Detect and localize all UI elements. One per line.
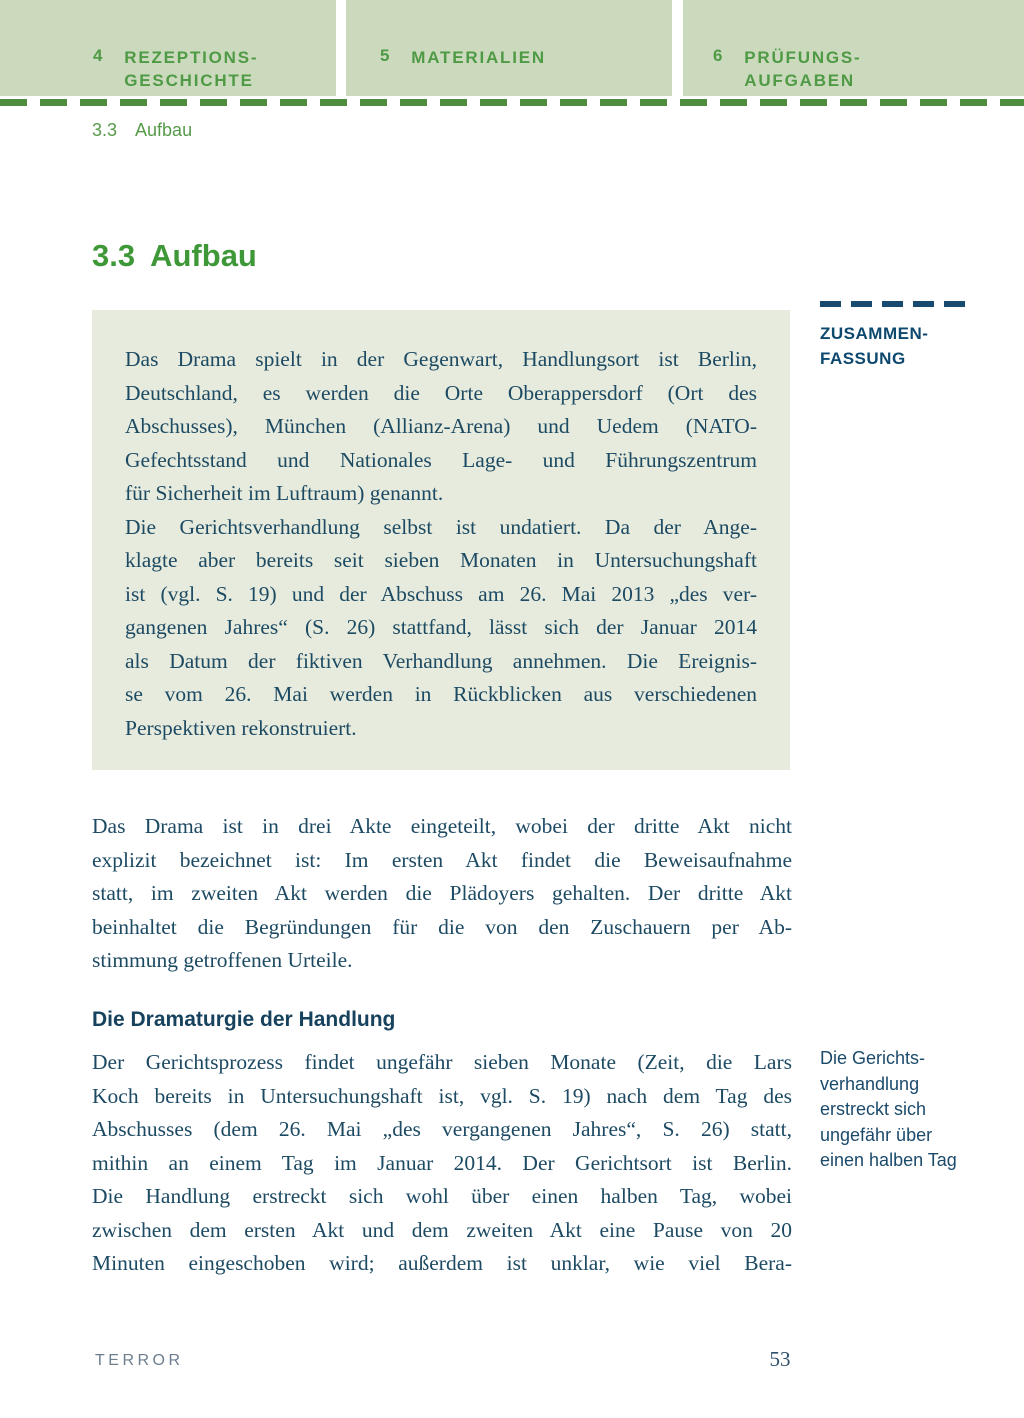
text-line: einen halben Tag xyxy=(820,1150,957,1170)
chapter-tab-label xyxy=(744,46,861,92)
margin-summary-label-line1: ZUSAMMEN- xyxy=(820,324,929,343)
text-line: klagte aber bereits seit sieben Monaten in Untersuchungshaft xyxy=(125,548,757,572)
chapter-tab-label-line1: MATERIALIEN xyxy=(411,48,546,67)
margin-dashed-rule xyxy=(820,301,968,307)
text-line: statt, im zweiten Akt werden die Plädoyers gehalten. Der dritte Akt xyxy=(92,881,792,905)
text-line: Abschusses (dem 26. Mai „des vergangenen Jahres“, S. 26) statt, xyxy=(92,1117,792,1141)
text-line: erstreckt sich xyxy=(820,1099,927,1119)
text-line: stimmung getroffenen Urteile. xyxy=(92,948,353,972)
text-line: Minuten eingeschoben wird; außerdem ist unklar, wie viel Bera- xyxy=(92,1251,792,1275)
footer-book-title: TERROR xyxy=(95,1352,184,1369)
text-line: se vom 26. Mai werden in Rückblicken aus verschiedenen xyxy=(125,682,757,706)
margin-summary-label xyxy=(820,321,980,371)
section-title-number: 3.3 xyxy=(92,238,136,273)
summary-paragraph-1 xyxy=(125,343,757,511)
summary-box xyxy=(92,310,790,770)
breadcrumb-label: Aufbau xyxy=(135,120,193,140)
text-line: explizit bezeichnet ist: Im ersten Akt findet die Beweisaufnahme xyxy=(92,847,792,872)
text-line: ist (vgl. S. 19) und der Abschuss am 26. Mai 2013 „des ver- xyxy=(125,581,757,606)
chapter-tab-label-line1: REZEPTIONS- xyxy=(124,48,259,67)
text-line: Die Gerichtsverhandlung selbst ist undatiert. Da der Ange- xyxy=(125,514,757,539)
text-line: Die Handlung erstreckt sich wohl über einen halben Tag, wobei xyxy=(92,1184,792,1208)
text-line: Abschusses), München (Allianz-Arena) und Uedem (NATO- xyxy=(125,414,757,438)
chapter-tab-label-line1: PRÜFUNGS- xyxy=(744,48,862,67)
margin-note xyxy=(820,1046,985,1174)
chapter-tab-number: 5 xyxy=(380,46,392,65)
summary-paragraph-2 xyxy=(125,511,757,746)
chapter-tab-pruefungsaufgaben xyxy=(683,0,1024,96)
header-dashed-rule xyxy=(0,99,1024,106)
text-line: mithin an einem Tag im Januar 2014. Der Gerichtsort ist Berlin. xyxy=(92,1150,792,1175)
text-line: Perspektiven rekonstruiert. xyxy=(125,715,357,740)
text-line: ungefähr über xyxy=(820,1124,933,1145)
margin-summary-label-line2: FASSUNG xyxy=(820,349,906,368)
text-line: beinhaltet die Begründungen für die von den Zuschauern per Ab- xyxy=(92,914,792,939)
breadcrumb xyxy=(92,120,192,141)
body-paragraph-2 xyxy=(92,1046,792,1281)
text-line: Der Gerichtsprozess findet ungefähr sieben Monate (Zeit, die Lars xyxy=(92,1050,792,1074)
text-line: gangenen Jahres“ (S. 26) stattfand, lässt sich der Januar 2014 xyxy=(125,615,757,639)
text-line: zwischen dem ersten Akt und dem zweiten Akt eine Pause von 20 xyxy=(92,1217,792,1242)
footer-page-number: 53 xyxy=(769,1347,791,1371)
chapter-tab-label xyxy=(411,46,546,69)
chapter-tab-label-line2: AUFGABEN xyxy=(744,71,855,90)
chapter-tab-rezeptionsgeschichte xyxy=(0,0,336,96)
text-line: Die Gerichts- xyxy=(820,1048,926,1068)
body-paragraph-1 xyxy=(92,810,792,978)
text-line: Gefechtsstand und Nationales Lage- und Führungszentrum xyxy=(125,447,757,472)
chapter-tab-number: 4 xyxy=(93,46,105,65)
section-title xyxy=(92,238,257,274)
section-title-label: Aufbau xyxy=(150,238,257,273)
chapter-tab-label xyxy=(124,46,258,92)
text-line: für Sicherheit im Luftraum) genannt. xyxy=(125,481,444,505)
chapter-tab-number: 6 xyxy=(713,46,725,65)
breadcrumb-number: 3.3 xyxy=(92,120,118,140)
text-line: Das Drama spielt in der Gegenwart, Handlungsort ist Berlin, xyxy=(125,347,757,371)
text-line: Deutschland, es werden die Orte Oberappersdorf (Ort des xyxy=(125,380,757,405)
chapter-tab-label-line2: GESCHICHTE xyxy=(124,71,254,90)
text-line: verhandlung xyxy=(820,1073,920,1094)
body-subheading: Die Dramaturgie der Handlung xyxy=(92,1008,396,1031)
chapter-tab-materialien xyxy=(346,0,672,96)
text-line: als Datum der fiktiven Verhandlung annehmen. Die Ereignis- xyxy=(125,648,757,673)
text-line: Das Drama ist in drei Akte eingeteilt, wobei der dritte Akt nicht xyxy=(92,814,792,838)
margin-summary-block xyxy=(820,301,980,371)
text-line: Koch bereits in Untersuchungshaft ist, vgl. S. 19) nach dem Tag des xyxy=(92,1083,792,1108)
